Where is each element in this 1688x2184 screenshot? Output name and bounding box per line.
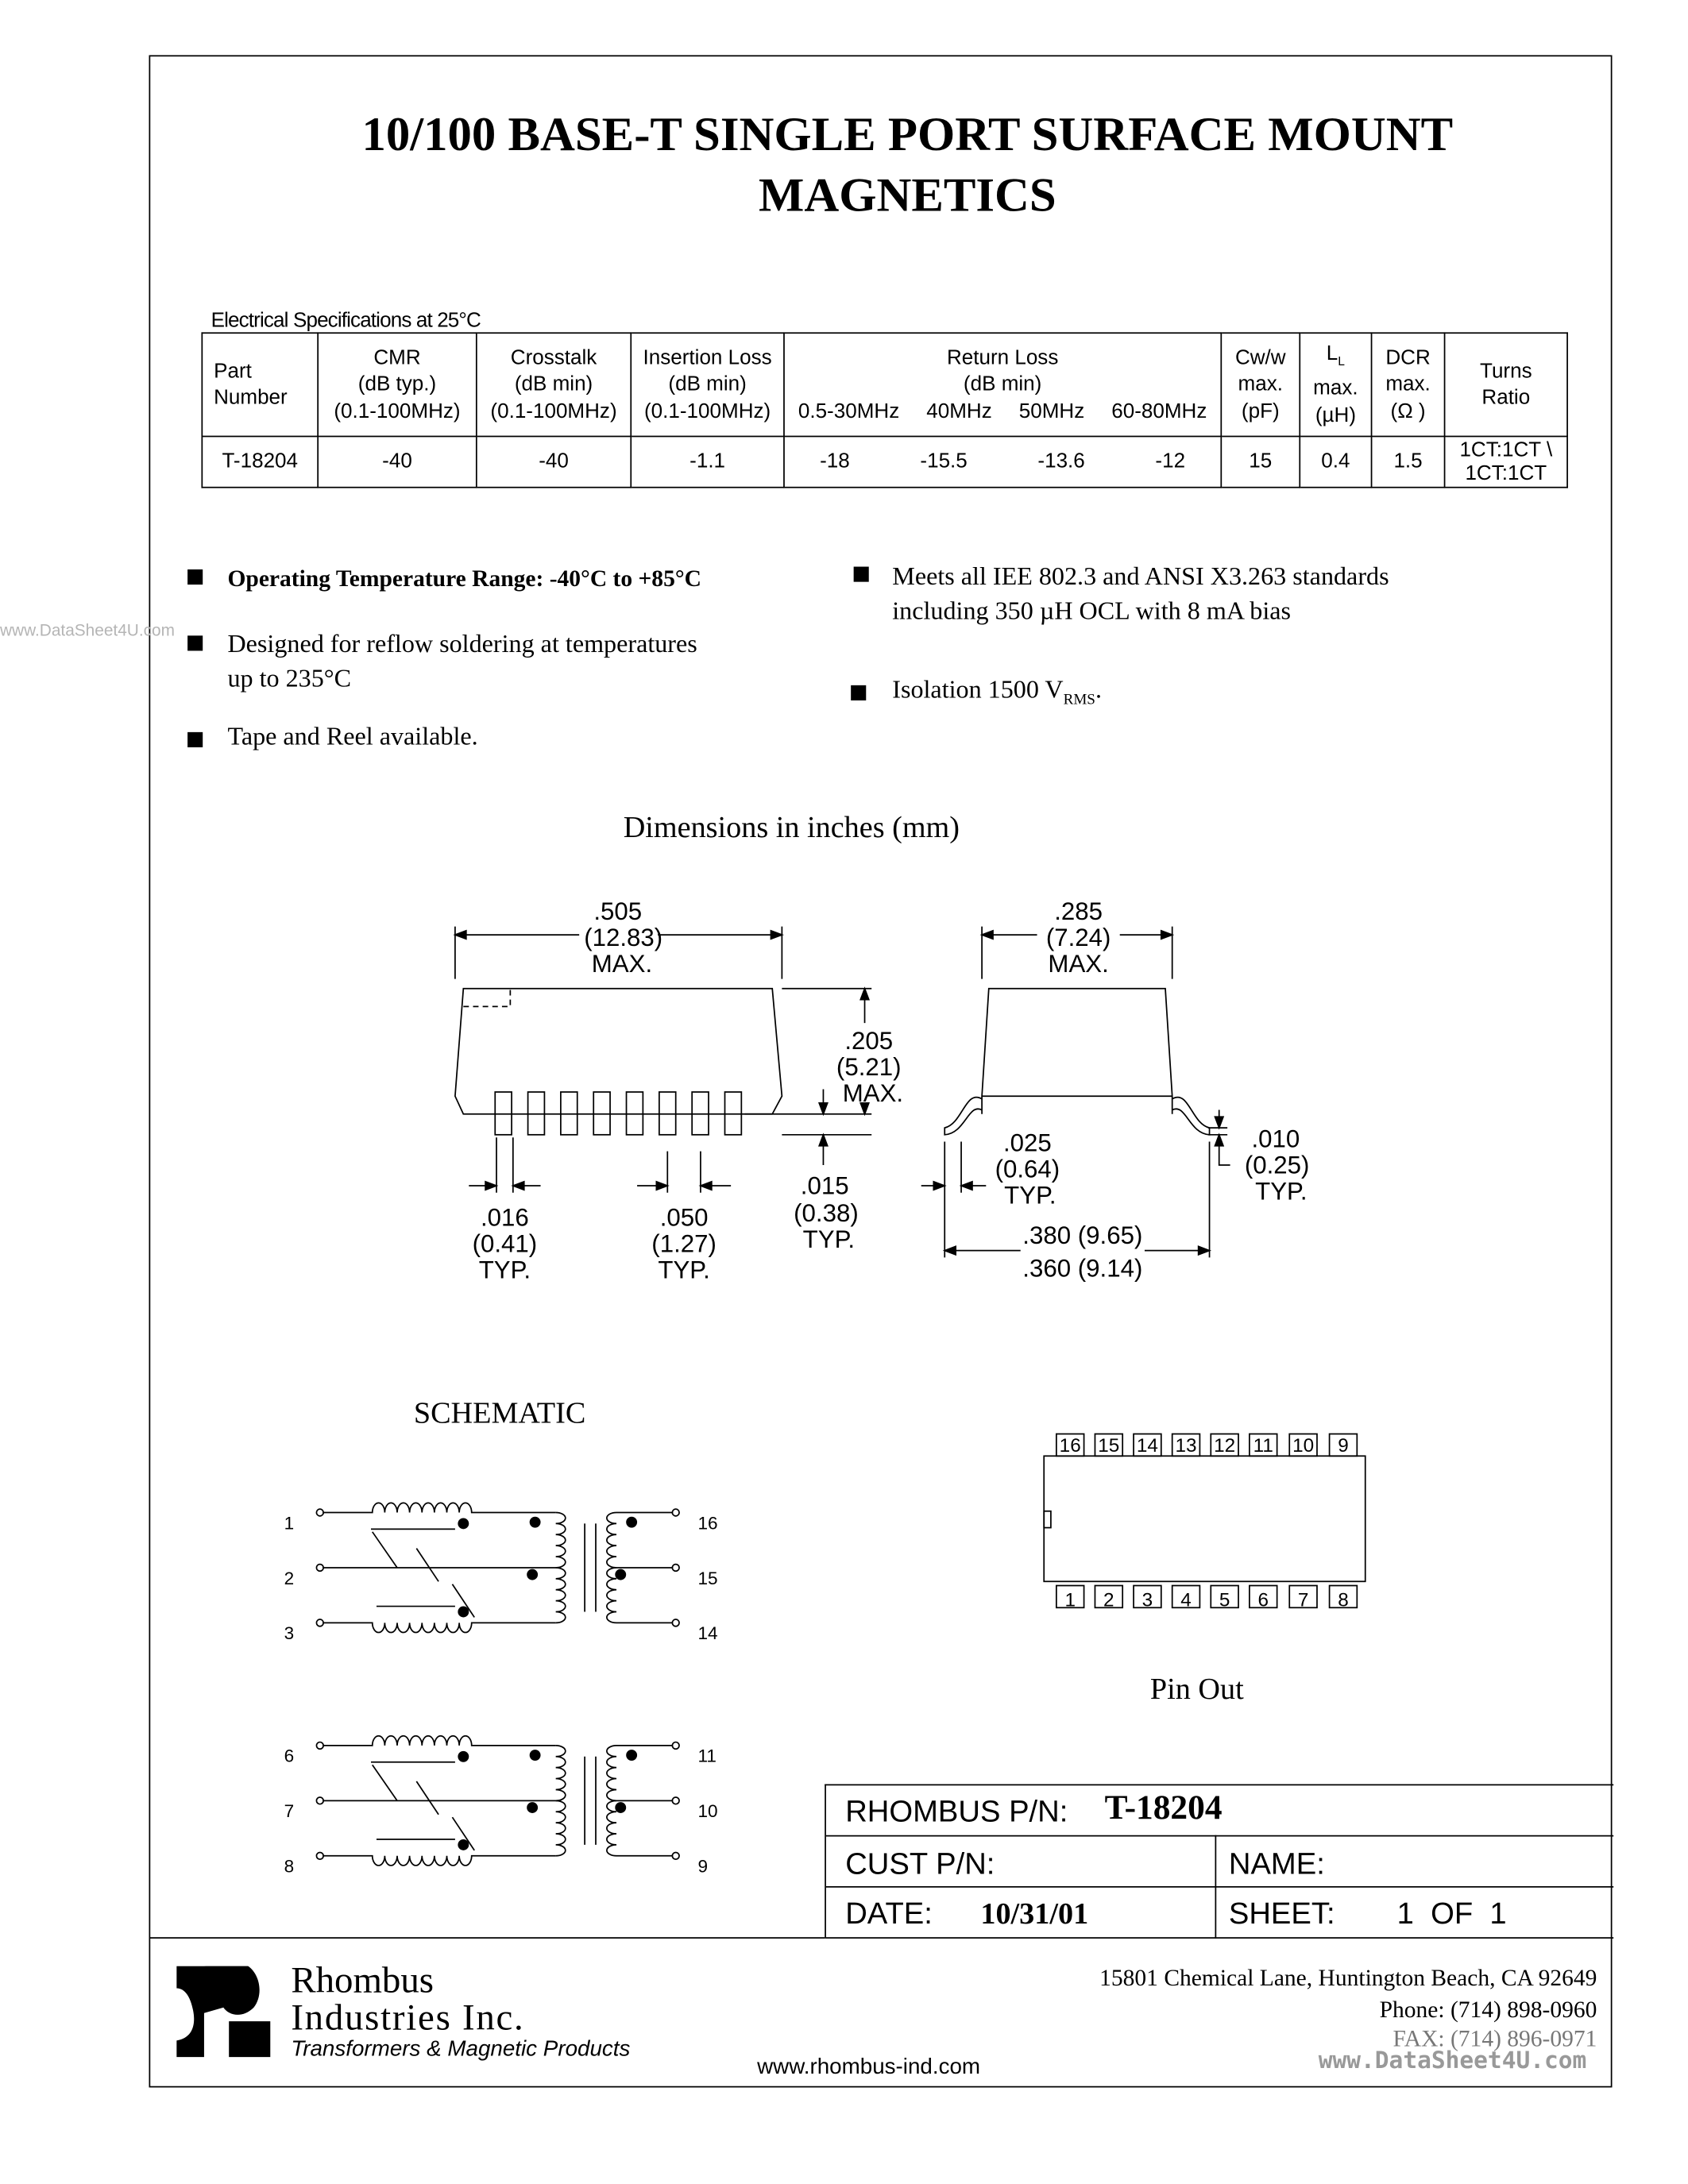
header-cww-unit: (pF) <box>1241 399 1280 423</box>
pin-label: 1 <box>284 1513 295 1534</box>
header-cww-max: max. <box>1238 372 1284 396</box>
name-label: NAME: <box>1228 1846 1325 1881</box>
dim-lead-thick-note: TYP. <box>1255 1177 1308 1206</box>
divider <box>826 1937 1613 1939</box>
cell-crosstalk: -40 <box>477 436 631 487</box>
cell-part: T-18204 <box>202 436 318 487</box>
pinout-ic <box>1044 1456 1365 1581</box>
dim-foot-mm: (0.64) <box>995 1155 1060 1183</box>
pin-label: 3 <box>284 1623 295 1644</box>
dimensions-heading: Dimensions in inches (mm) <box>623 809 960 844</box>
pin-label: 16 <box>697 1513 718 1534</box>
terminal <box>316 1852 323 1859</box>
dim-height-mm: (5.21) <box>836 1053 902 1082</box>
pinout-number: 8 <box>1338 1589 1349 1611</box>
header-cmr-unit: (dB typ.) <box>357 372 437 396</box>
transformer-core <box>585 1523 596 1611</box>
pinout-number: 5 <box>1219 1589 1230 1611</box>
dim-lead-thick: .010 <box>1251 1125 1300 1153</box>
primary-winding <box>556 1746 566 1856</box>
terminal <box>672 1509 679 1516</box>
divider <box>826 1886 1613 1888</box>
pinout-number: 1 <box>1064 1589 1076 1611</box>
company-fax: FAX: (714) 896-0971 <box>1393 2025 1597 2052</box>
header-part-2: Number <box>214 386 288 410</box>
cell-return: -15.5 <box>920 450 968 473</box>
polarity-dot <box>616 1803 625 1812</box>
pinout-number: 11 <box>1253 1435 1273 1457</box>
dim-foot-note: TYP. <box>1004 1181 1056 1210</box>
header-insertion-unit: (dB min) <box>668 372 747 396</box>
feature-reflow-l1: Designed for reflow soldering at temperatures <box>227 631 697 659</box>
pinout-number: 10 <box>1292 1435 1315 1457</box>
pinout-number: 2 <box>1103 1589 1114 1611</box>
dim-lead-thick-mm: (0.25) <box>1244 1151 1310 1179</box>
choke-winding <box>323 1736 555 1746</box>
dim-lead-width-mm: (0.41) <box>472 1229 538 1258</box>
cell-return: -13.6 <box>1037 450 1085 473</box>
dim-pitch-mm: (1.27) <box>651 1229 717 1258</box>
ic-notch <box>1044 1511 1051 1528</box>
pinout-heading: Pin Out <box>1149 1671 1244 1706</box>
schematic-heading: SCHEMATIC <box>413 1395 586 1430</box>
pin-label: 15 <box>697 1568 718 1588</box>
cell-turns: 1CT:1CT \ <box>1459 438 1553 462</box>
header-crosstalk-range: (0.1-100MHz) <box>490 399 617 423</box>
terminal <box>672 1565 679 1572</box>
pinout-number: 6 <box>1257 1589 1269 1611</box>
header-part: Part <box>214 359 252 383</box>
dim-pitch-note: TYP. <box>658 1256 710 1284</box>
rhombus-pn: T-18204 <box>1104 1789 1223 1827</box>
watermark-bottom: www.DataSheet4U.com <box>1318 2047 1587 2075</box>
header-turns: Turns <box>1479 359 1532 383</box>
polarity-dot <box>458 1840 468 1850</box>
choke-winding <box>323 1856 555 1866</box>
primary-winding <box>556 1513 566 1623</box>
dim-standoff-note: TYP. <box>802 1225 856 1254</box>
choke-core <box>371 1762 474 1850</box>
cust-pn-label: CUST P/N: <box>845 1846 995 1881</box>
sheet-value: 1 OF 1 <box>1396 1896 1507 1931</box>
header-dcr-max: max. <box>1385 372 1431 396</box>
cell-cmr: -40 <box>318 436 477 487</box>
pinout-number: 3 <box>1141 1589 1153 1611</box>
polarity-dot <box>531 1518 540 1527</box>
company-tagline: Transformers & Magnetic Products <box>291 2037 631 2062</box>
polarity-dot <box>627 1750 636 1760</box>
isolation-tail: . <box>1095 677 1102 705</box>
terminal <box>672 1742 679 1750</box>
polarity-dot <box>531 1750 540 1760</box>
dim-width-mm: (7.24) <box>1045 923 1111 951</box>
header-turns-ratio: Ratio <box>1481 386 1531 410</box>
polarity-dot <box>458 1752 468 1761</box>
terminal <box>316 1797 323 1804</box>
header-ll-sub: L <box>1338 353 1345 369</box>
rhombus-pn-label: RHOMBUS P/N: <box>845 1793 1068 1829</box>
pin-label: 7 <box>284 1801 295 1822</box>
cell-return: -18 <box>820 450 850 473</box>
header-crosstalk: Crosstalk <box>510 345 597 369</box>
company-website[interactable]: www.rhombus-ind.com <box>757 2055 981 2080</box>
dim-span-max: .380 (9.65) <box>1022 1221 1143 1249</box>
feature-tape: Tape and Reel available. <box>227 723 478 752</box>
pin-label: 9 <box>697 1856 709 1877</box>
cell-cww: 15 <box>1221 436 1300 487</box>
terminal <box>316 1565 323 1572</box>
dim-standoff: .015 <box>800 1171 849 1200</box>
polarity-dot <box>527 1803 537 1812</box>
pinout-number: 13 <box>1175 1435 1197 1457</box>
header-ll-unit: (µH) <box>1315 403 1356 427</box>
title-block <box>825 1785 1613 1939</box>
dim-pitch: .050 <box>659 1203 709 1232</box>
polarity-dot <box>616 1570 625 1580</box>
header-insertion-range: (0.1-100MHz) <box>644 399 771 423</box>
dim-width-note: MAX. <box>1048 949 1109 978</box>
terminal <box>316 1509 323 1516</box>
terminal <box>672 1852 679 1859</box>
dim-width: .285 <box>1054 897 1103 925</box>
dim-length-mm: (12.83) <box>584 923 663 951</box>
pinout-number: 7 <box>1297 1589 1309 1611</box>
divider <box>1215 1835 1217 1939</box>
feature-standards-l1: Meets all IEE 802.3 and ANSI X3.263 standards <box>892 564 1389 592</box>
header-return-band: 50MHz <box>1018 399 1085 423</box>
cell-ll: 0.4 <box>1300 436 1371 487</box>
ic-body <box>1044 1456 1365 1581</box>
company-address: 15801 Chemical Lane, Huntington Beach, CA 92649 <box>1099 1964 1597 1991</box>
header-crosstalk-unit: (dB min) <box>514 372 593 396</box>
pin-label: 10 <box>697 1801 718 1822</box>
feature-temp: Operating Temperature Range: -40°C to +85°C <box>227 565 701 592</box>
transformer-core <box>585 1757 596 1845</box>
header-return-band: 40MHz <box>926 399 992 423</box>
pinout-number: 9 <box>1338 1435 1349 1457</box>
terminal <box>316 1742 323 1750</box>
table-caption: Electrical Specifications at 25°C <box>211 308 481 333</box>
pin-label: 8 <box>284 1856 295 1877</box>
dim-length: .505 <box>593 897 643 925</box>
choke-winding <box>323 1503 555 1512</box>
header-dcr: DCR <box>1385 345 1431 369</box>
pin-label: 2 <box>284 1568 295 1588</box>
dim-lead-width-note: TYP. <box>478 1256 531 1284</box>
pin-label: 11 <box>697 1746 717 1766</box>
header-return-unit: (dB min) <box>963 372 1042 396</box>
header-dcr-unit: (Ω ) <box>1390 399 1426 423</box>
isolation-text: Isolation 1500 V <box>892 677 1064 705</box>
dim-length-note: MAX. <box>591 949 653 978</box>
company-phone: Phone: (714) 898-0960 <box>1379 1996 1597 2023</box>
pinout-number: 15 <box>1098 1435 1120 1457</box>
company-name-2: Industries Inc. <box>291 1996 525 2038</box>
header-ll-max: max. <box>1313 376 1358 400</box>
pin-label: 14 <box>697 1623 718 1644</box>
company-name-1: Rhombus <box>291 1958 435 2001</box>
header-cww: Cw/w <box>1234 345 1286 369</box>
terminal <box>316 1619 323 1626</box>
sheet-label: SHEET: <box>1228 1896 1335 1931</box>
header-cmr: CMR <box>373 345 421 369</box>
dim-lead-width: .016 <box>481 1203 529 1232</box>
choke-winding <box>323 1623 555 1632</box>
header-ll: L <box>1326 341 1338 365</box>
cell-return: -12 <box>1155 450 1186 473</box>
footer-divider <box>149 1937 825 1939</box>
polarity-dot <box>458 1607 468 1616</box>
cell-dcr: 1.5 <box>1372 436 1445 487</box>
cell-turns-2: 1CT:1CT <box>1465 461 1547 486</box>
pinout-number: 14 <box>1136 1435 1158 1457</box>
terminal <box>672 1797 679 1804</box>
rhombus-logo-icon <box>176 1966 287 2058</box>
choke-core <box>371 1529 474 1617</box>
date-value: 10/31/01 <box>980 1896 1089 1931</box>
watermark-left: www.DataSheet4U.com <box>0 620 176 640</box>
header-cmr-range: (0.1-100MHz) <box>334 399 461 423</box>
terminal <box>672 1619 679 1626</box>
dim-height: .205 <box>844 1027 894 1055</box>
header-return-band: 0.5-30MHz <box>798 399 900 423</box>
dim-height-note: MAX. <box>842 1079 904 1108</box>
cell-insertion: -1.1 <box>631 436 784 487</box>
page-title-line2: MAGNETICS <box>758 168 1056 222</box>
polarity-dot <box>458 1518 468 1528</box>
polarity-dot <box>527 1570 537 1580</box>
header-insertion: Insertion Loss <box>643 345 772 369</box>
page-title-line1: 10/100 BASE-T SINGLE PORT SURFACE MOUNT <box>361 107 1454 162</box>
date-label: DATE: <box>845 1896 933 1931</box>
pinout-number: 12 <box>1214 1435 1236 1457</box>
dim-span-min: .360 (9.14) <box>1022 1254 1143 1283</box>
pin-label: 6 <box>284 1746 295 1766</box>
polarity-dot <box>627 1518 636 1527</box>
dim-foot: .025 <box>1002 1129 1052 1157</box>
divider <box>826 1835 1613 1837</box>
header-return: Return Loss <box>946 345 1059 369</box>
dim-standoff-mm: (0.38) <box>794 1199 859 1228</box>
pinout-number: 4 <box>1180 1589 1192 1611</box>
header-return-band: 60-80MHz <box>1111 399 1207 423</box>
feature-reflow-l2: up to 235°C <box>227 666 352 694</box>
feature-standards-l2: including 350 µH OCL with 8 mA bias <box>892 598 1292 627</box>
isolation-sub: RMS <box>1063 691 1095 708</box>
pinout-number: 16 <box>1059 1435 1081 1457</box>
